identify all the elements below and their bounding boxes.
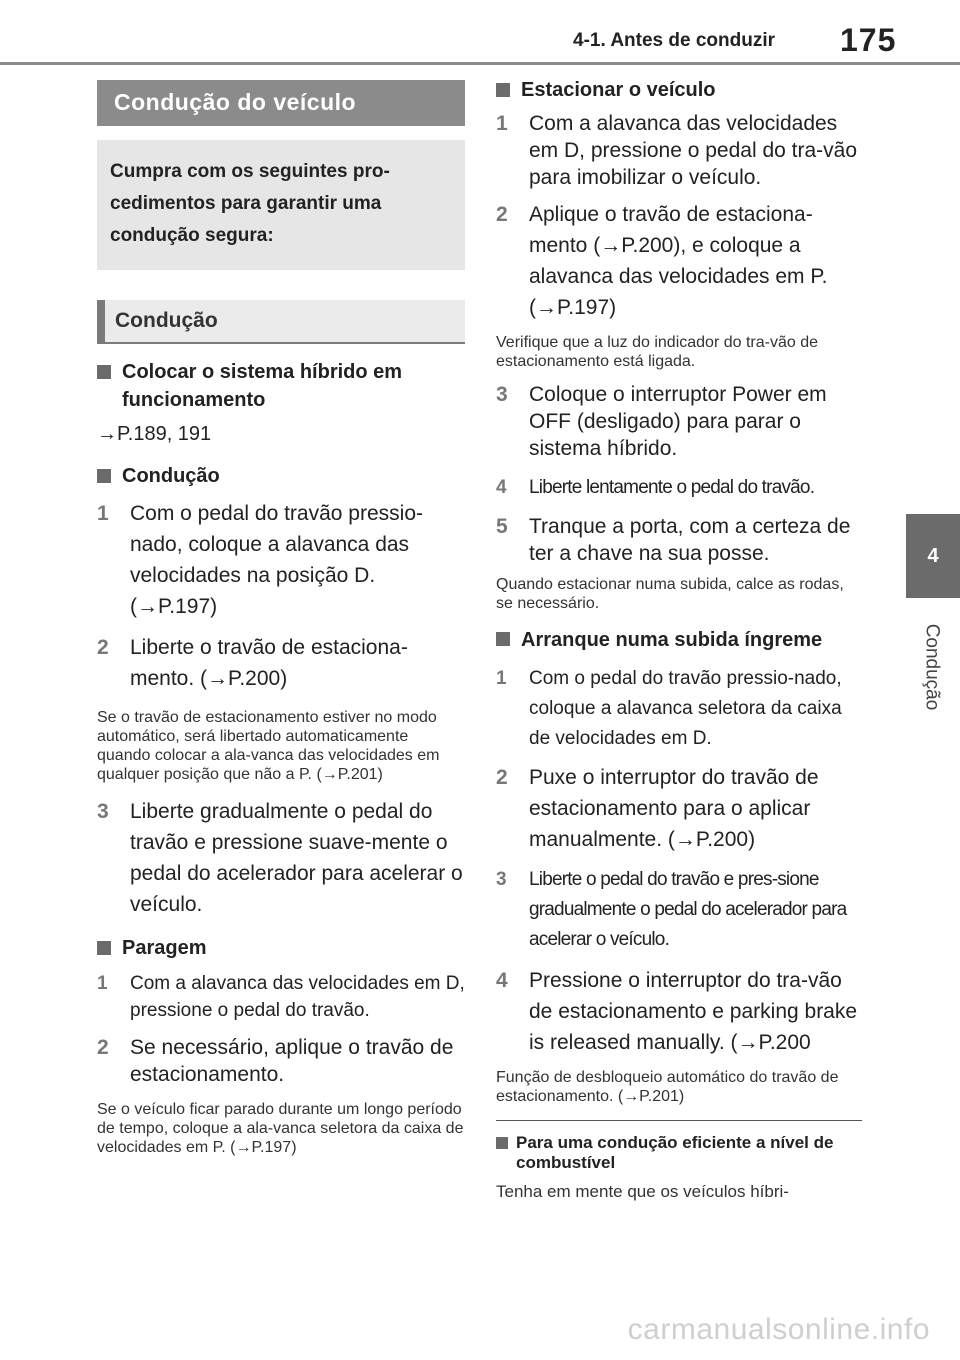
section-divider [496,1120,862,1121]
heading-fuel-efficiency [496,1133,862,1173]
step-number: 3 [496,383,508,406]
step-number: 4 [496,969,508,992]
header-rule [0,62,960,65]
heading-text: Estacionar o veículo [521,79,716,101]
step-number: 2 [97,1036,109,1059]
bullet-square-icon [496,632,510,646]
step-text: Com a alavanca das velocidades em D, pressione o pedal do tra-vão para imobilizar o veículo. [529,112,858,189]
page-reference[interactable]: →P.189, 191 [97,423,212,445]
right-column [496,76,862,1203]
step-text: Pressione o interruptor do tra-vão de estacionamento e parking brake is released manually. (→P.200 [529,969,858,1054]
step-item [496,664,862,754]
running-header-section: 4-1. Antes de conduzir [573,30,775,51]
step-text: Liberte lentamente o pedal do travão. [529,477,815,498]
intro-box: Cumpra com os seguintes pro-cedimentos para garantir uma condução segura: [97,140,465,270]
step-text: Tranque a porta, com a certeza de ter a chave na sua posse. [529,515,851,565]
chapter-number: 4 [927,544,939,567]
step-number: 1 [496,112,508,135]
heading-hill-start [496,625,862,656]
step-number: 2 [496,766,508,789]
step-text: Liberte o travão de estaciona-mento. (→P.200) [130,636,408,690]
step-text: Com o pedal do travão pressio-nado, coloque a alavanca seletora da caixa de velocidades em D. [529,668,842,749]
step-item [496,381,862,462]
step-number: 3 [496,869,507,890]
watermark: carmanualsonline.info [627,1313,930,1346]
chapter-label [916,612,946,722]
step-text: Com a alavanca das velocidades em D, pressione o pedal do travão. [130,973,465,1021]
bullet-square-icon [97,941,111,955]
left-column [97,80,465,1157]
note-text: Função de desbloqueio automático do travão de estacionamento. (→P.201) [496,1069,839,1105]
heading-text: Para uma condução eficiente a nível de combustível [516,1133,834,1172]
subsection-title: Condução [97,300,465,344]
chapter-label-text: Condução [921,623,942,711]
bullet-square-icon [97,469,111,483]
step-item [97,498,465,622]
step-number: 5 [496,515,508,538]
heading-text: Arranque numa subida íngreme [521,629,823,651]
step-item [496,513,862,567]
step-item [97,632,465,694]
bullet-square-icon [496,83,510,97]
bullet-square-icon [97,365,111,379]
step-number: 3 [97,800,109,823]
heading-park [496,76,862,104]
step-item [496,474,862,501]
body-text: Tenha em mente que os veículos híbri- [496,1182,789,1201]
step-number: 1 [97,973,108,994]
step-item [97,970,465,1024]
note-text: Verifique que a luz do indicador do tra-vão de estacionamento está ligada. [496,334,818,370]
heading-text: Colocar o sistema híbrido em funcionamento [122,361,403,411]
step-item [496,199,862,323]
note-text: Se o veículo ficar parado durante um longo período de tempo, coloque a ala-vanca seletora da caixa de velocidades em P. (→P.197) [97,1101,464,1156]
page-number: 175 [840,22,897,58]
step-text: Com o pedal do travão pressio-nado, coloque a alavanca das velocidades na posição D. (→P.197) [130,502,423,618]
step-item [496,110,862,191]
heading-drive [97,462,465,490]
heading-text: Condução [122,465,220,487]
heading-start-hybrid [97,358,465,414]
step-number: 2 [496,203,508,226]
step-number: 2 [97,636,109,659]
heading-text: Paragem [122,937,207,959]
step-text: Liberte o pedal do travão e pres-sione gradualmente o pedal do acelerador para acelerar o veículo. [529,869,847,950]
step-text: Coloque o interruptor Power em OFF (desligado) para parar o sistema híbrido. [529,383,827,460]
heading-stop [97,934,465,962]
step-item [97,1034,465,1088]
step-item [496,965,862,1058]
step-item [496,762,862,855]
step-item [496,865,862,955]
step-number: 1 [97,502,109,525]
section-title: Condução do veículo [97,80,465,126]
chapter-tab[interactable] [906,514,960,598]
note-text: Se o travão de estacionamento estiver no modo automático, será libertado automaticamente quando colocar a ala-vanca das velocidades em qualquer posição que não a P. (→P.201) [97,709,440,783]
step-text: Se necessário, aplique o travão de estacionamento. [130,1036,454,1086]
step-item [97,796,465,920]
step-text: Aplique o travão de estaciona-mento (→P.200), e coloque a alavanca das velocidades em P. (→P.197) [529,203,828,319]
step-text: Puxe o interruptor do travão de estacionamento para o aplicar manualmente. (→P.200) [529,766,819,851]
step-text: Liberte gradualmente o pedal do travão e pressione suave-mente o pedal do acelerador para acelerar o veículo. [130,800,463,916]
note-text: Quando estacionar numa subida, calce as rodas, se necessário. [496,576,844,612]
bullet-square-icon [496,1137,508,1149]
step-number: 4 [496,477,507,498]
step-number: 1 [496,668,507,689]
